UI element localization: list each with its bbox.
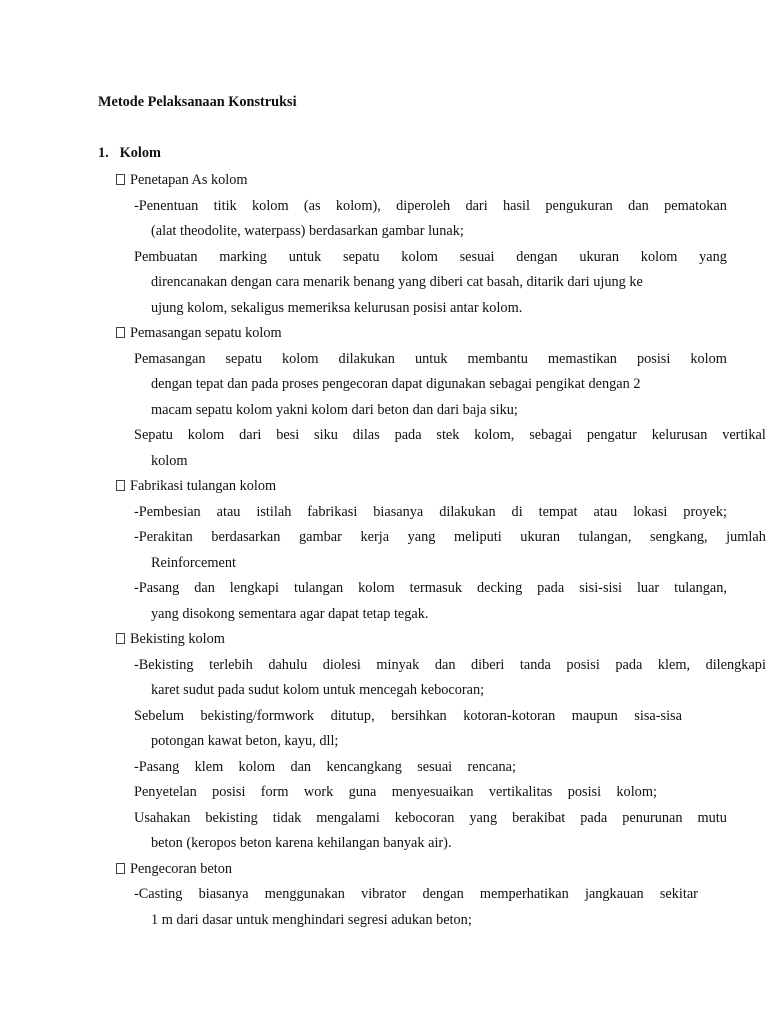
word: ukuran bbox=[579, 249, 620, 265]
word: sengkang, bbox=[650, 529, 708, 545]
word: dan bbox=[290, 759, 312, 775]
paragraph-first-line bbox=[134, 350, 727, 368]
word: posisi bbox=[212, 784, 246, 800]
word: posisi bbox=[636, 351, 671, 367]
word: kolom; bbox=[616, 784, 657, 800]
word: memastikan bbox=[547, 351, 617, 367]
word: untuk bbox=[288, 249, 322, 265]
subsection-heading bbox=[116, 860, 232, 878]
subsection-heading-text: Pemasangan sepatu kolom bbox=[130, 325, 282, 341]
paragraph-first-line bbox=[134, 197, 727, 215]
word: jangkauan bbox=[584, 886, 644, 902]
paragraph-first-line bbox=[134, 885, 698, 903]
paragraph-continuation-line: macam sepatu kolom yakni kolom dari beton dan dari baja siku; bbox=[151, 402, 518, 418]
word: -Pasang bbox=[134, 580, 180, 596]
word: klem bbox=[194, 759, 224, 775]
bullet-box-icon bbox=[116, 174, 125, 185]
word: vertikal bbox=[722, 427, 766, 443]
word: kolom bbox=[640, 249, 678, 265]
paragraph-continuation-line: beton (keropos beton karena kehilangan banyak air). bbox=[151, 835, 452, 851]
paragraph-continuation-line: (alat theodolite, waterpass) berdasarkan gambar lunak; bbox=[151, 223, 464, 239]
word: di bbox=[511, 504, 523, 520]
word: Pemasangan bbox=[134, 351, 206, 367]
paragraph-continuation-line: karet sudut pada sudut kolom untuk mencegah kebocoran; bbox=[151, 682, 485, 698]
word: Usahakan bbox=[134, 810, 191, 826]
word: lokasi bbox=[633, 504, 668, 520]
paragraph-first-line bbox=[134, 503, 727, 521]
word: fabrikasi bbox=[307, 504, 358, 520]
word: bekisting bbox=[205, 810, 258, 826]
bullet-box-icon bbox=[116, 633, 125, 644]
word: kolom), bbox=[335, 198, 381, 214]
word: sebagai bbox=[529, 427, 573, 443]
word: dan bbox=[434, 657, 456, 673]
word: dan bbox=[194, 580, 215, 596]
word: dilakukan bbox=[439, 504, 496, 520]
word: kotoran-kotoran bbox=[463, 708, 556, 724]
paragraph-continuation-line: yang disokong sementara agar dapat tetap tegak. bbox=[151, 606, 429, 622]
word: mengalami bbox=[316, 810, 380, 826]
bullet-box-icon bbox=[116, 480, 125, 491]
word: diolesi bbox=[322, 657, 361, 673]
paragraph-first-line bbox=[134, 783, 657, 801]
word: ditutup, bbox=[330, 708, 375, 724]
word: dan bbox=[628, 198, 649, 214]
word: berdasarkan bbox=[211, 529, 281, 545]
word: pematokan bbox=[664, 198, 727, 214]
word: rencana; bbox=[467, 759, 516, 775]
word: maupun bbox=[571, 708, 618, 724]
word: pengatur bbox=[586, 427, 637, 443]
word: dilas bbox=[352, 427, 380, 443]
bullet-box-icon bbox=[116, 863, 125, 874]
word: tulangan, bbox=[578, 529, 632, 545]
word: posisi bbox=[566, 657, 600, 673]
word: marking bbox=[219, 249, 267, 265]
section-number: 1. bbox=[98, 145, 109, 161]
word: proyek; bbox=[683, 504, 727, 520]
word: atau bbox=[593, 504, 618, 520]
word: menyesuaikan bbox=[391, 784, 474, 800]
word: mutu bbox=[697, 810, 727, 826]
word: kencangkang bbox=[326, 759, 402, 775]
word: dilengkapi bbox=[705, 657, 766, 673]
word: yang bbox=[469, 810, 498, 826]
word: kolom bbox=[358, 580, 395, 596]
word: pada bbox=[537, 580, 565, 596]
word: lengkapi bbox=[229, 580, 280, 596]
subsection-heading-text: Pengecoran beton bbox=[130, 861, 233, 877]
word: memperhatikan bbox=[479, 886, 569, 902]
word: kolom bbox=[401, 249, 438, 265]
subsection-heading bbox=[116, 630, 225, 648]
paragraph-continuation-line: Reinforcement bbox=[151, 555, 236, 571]
word: dilakukan bbox=[338, 351, 395, 367]
word: menggunakan bbox=[264, 886, 345, 902]
word: kolom bbox=[238, 759, 276, 775]
word: meliputi bbox=[454, 529, 502, 545]
word: -Penentuan bbox=[134, 198, 199, 214]
word: dengan bbox=[422, 886, 464, 902]
word: kolom bbox=[252, 198, 289, 214]
section-heading bbox=[98, 145, 161, 162]
word: -Casting bbox=[134, 886, 183, 902]
word: diperoleh bbox=[396, 198, 451, 214]
word: yang bbox=[699, 249, 727, 265]
word: pada bbox=[394, 427, 422, 443]
word: atau bbox=[216, 504, 241, 520]
word: siku bbox=[314, 427, 338, 443]
word: termasuk bbox=[409, 580, 463, 596]
word: bekisting/formwork bbox=[200, 708, 315, 724]
word: membantu bbox=[467, 351, 528, 367]
word: -Pasang bbox=[134, 759, 180, 775]
word: -Perakitan bbox=[134, 529, 193, 545]
word: ukuran bbox=[520, 529, 560, 545]
word: Sebelum bbox=[134, 708, 185, 724]
paragraph-first-line bbox=[134, 528, 766, 546]
word: stek bbox=[436, 427, 460, 443]
word: besi bbox=[276, 427, 300, 443]
word: berakibat bbox=[512, 810, 566, 826]
word: tempat bbox=[538, 504, 578, 520]
paragraph-first-line bbox=[134, 426, 766, 444]
word: vibrator bbox=[361, 886, 407, 902]
word: sepatu bbox=[225, 351, 262, 367]
word: kolom bbox=[282, 351, 319, 367]
word: sisa-sisa bbox=[634, 708, 682, 724]
word: sepatu bbox=[343, 249, 380, 265]
paragraph-first-line bbox=[134, 579, 727, 597]
word: gambar bbox=[299, 529, 342, 545]
word: yang bbox=[407, 529, 436, 545]
word: kelurusan bbox=[651, 427, 708, 443]
word: hasil bbox=[503, 198, 531, 214]
paragraph-first-line bbox=[134, 707, 682, 725]
section-label: Kolom bbox=[119, 145, 161, 161]
word: sisi-sisi bbox=[579, 580, 623, 596]
word: kebocoran bbox=[394, 810, 455, 826]
paragraph-continuation-line: potongan kawat beton, kayu, dll; bbox=[151, 733, 339, 749]
word: terlebih bbox=[209, 657, 253, 673]
word: klem, bbox=[657, 657, 691, 673]
paragraph-first-line bbox=[134, 656, 766, 674]
subsection-heading-text: Penetapan As kolom bbox=[130, 172, 248, 188]
paragraph-continuation-line: direncanakan dengan cara menarik benang yang diberi cat basah, ditarik dari ujung ke bbox=[151, 274, 643, 290]
paragraph-continuation-line: kolom bbox=[151, 453, 188, 469]
word: sesuai bbox=[417, 759, 453, 775]
paragraph-first-line bbox=[134, 758, 516, 776]
word: (as bbox=[303, 198, 321, 214]
word: pada bbox=[615, 657, 643, 673]
word: pada bbox=[580, 810, 608, 826]
document-title: Metode Pelaksanaan Konstruksi bbox=[98, 94, 297, 110]
word: dengan bbox=[516, 249, 558, 265]
word: work bbox=[303, 784, 334, 800]
paragraph-continuation-line: 1 m dari dasar untuk menghindari segresi adukan beton; bbox=[151, 912, 472, 928]
word: Sepatu bbox=[134, 427, 173, 443]
word: titik bbox=[213, 198, 237, 214]
word: minyak bbox=[376, 657, 420, 673]
subsection-heading-text: Bekisting kolom bbox=[130, 631, 225, 647]
word: sekitar bbox=[659, 886, 698, 902]
word: kolom bbox=[690, 351, 727, 367]
word: decking bbox=[476, 580, 523, 596]
word: pengukuran bbox=[545, 198, 613, 214]
word: -Pembesian bbox=[134, 504, 201, 520]
subsection-heading bbox=[116, 324, 282, 342]
word: tidak bbox=[272, 810, 302, 826]
word: untuk bbox=[414, 351, 448, 367]
paragraph-first-line bbox=[134, 809, 727, 827]
subsection-heading-text: Fabrikasi tulangan kolom bbox=[130, 478, 277, 494]
paragraph-continuation-line: dengan tepat dan pada proses pengecoran dapat digunakan sebagai pengikat dengan 2 bbox=[151, 376, 641, 392]
word: diberi bbox=[471, 657, 505, 673]
word: Pembuatan bbox=[134, 249, 198, 265]
word: -Bekisting bbox=[134, 657, 194, 673]
paragraph-first-line bbox=[134, 248, 727, 266]
word: posisi bbox=[567, 784, 602, 800]
paragraph-continuation-line: ujung kolom, sekaligus memeriksa kelurusan posisi antar kolom. bbox=[151, 300, 523, 316]
subsection-heading bbox=[116, 477, 276, 495]
word: biasanya bbox=[198, 886, 249, 902]
word: tulangan, bbox=[674, 580, 727, 596]
word: dari bbox=[239, 427, 262, 443]
word: Penyetelan bbox=[134, 784, 197, 800]
word: jumlah bbox=[726, 529, 766, 545]
word: kolom, bbox=[474, 427, 515, 443]
word: penurunan bbox=[622, 810, 683, 826]
word: vertikalitas bbox=[488, 784, 553, 800]
word: kerja bbox=[360, 529, 390, 545]
word: guna bbox=[348, 784, 377, 800]
subsection-heading bbox=[116, 171, 248, 189]
word: dari bbox=[465, 198, 488, 214]
word: tanda bbox=[519, 657, 551, 673]
word: dahulu bbox=[268, 657, 308, 673]
word: istilah bbox=[256, 504, 292, 520]
word: tulangan bbox=[293, 580, 344, 596]
bullet-box-icon bbox=[116, 327, 125, 338]
word: luar bbox=[636, 580, 660, 596]
word: biasanya bbox=[373, 504, 424, 520]
word: bersihkan bbox=[391, 708, 447, 724]
word: sesuai bbox=[459, 249, 495, 265]
word: form bbox=[260, 784, 289, 800]
word: kolom bbox=[187, 427, 225, 443]
